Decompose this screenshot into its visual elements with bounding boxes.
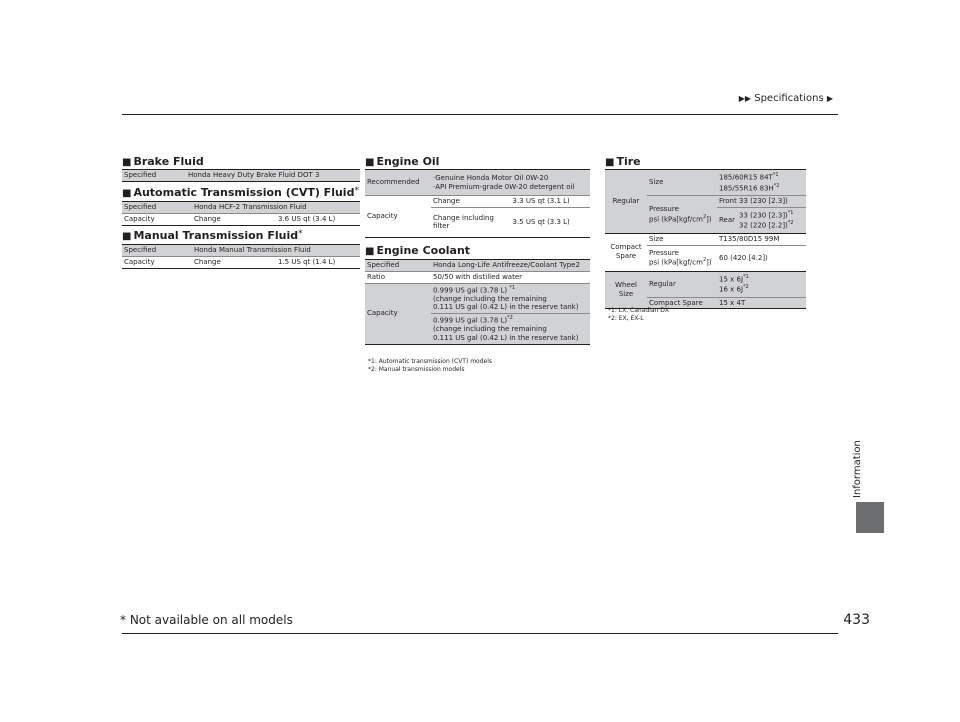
square-bullet-icon: ■ bbox=[365, 246, 375, 257]
footer-rule bbox=[122, 633, 838, 634]
table-row: Regular Size 185/60R15 $84T^{*1}$ 185/55R16 $83H^{*2}$ bbox=[605, 170, 806, 196]
table-row: Pressure psi $(kPa[kgf/cm^2])$ 60 (420 [4.2]) bbox=[605, 245, 806, 271]
table-row: Specified Honda Long-Life Antifreeze/Coolant Type2 bbox=[365, 260, 590, 272]
tire-footnotes: *1: LX, Canadian DX *2: EX, EX-L bbox=[608, 307, 669, 323]
square-bullet-icon: ■ bbox=[122, 188, 132, 199]
table-row: Capacity 0.999 US gal (3.78 L) $^{*1}$ (change including the remaining 0.111 US gal (0.42 L) in the reserve tank) bbox=[365, 283, 590, 314]
table-row: Specified Honda HCF-2 Transmission Fluid bbox=[122, 202, 360, 214]
table-row: Capacity Change 3.6 US qt (3.4 L) bbox=[122, 213, 360, 225]
table-row: Compact Spare Size T135/80D15 99M bbox=[605, 233, 806, 245]
section-title-tire: ■ Tire bbox=[605, 155, 641, 168]
header-rule bbox=[122, 114, 838, 115]
cvt-fluid-table bbox=[122, 201, 360, 226]
table-row: Compact Spare 15 x 4T bbox=[605, 297, 806, 309]
section-title-engine-coolant: ■ Engine Coolant bbox=[365, 244, 471, 257]
side-tab-marker bbox=[856, 502, 884, 533]
square-bullet-icon: ■ bbox=[122, 231, 132, 242]
section-title-brake-fluid: ■ Brake Fluid bbox=[122, 155, 204, 168]
brake-fluid-table bbox=[122, 169, 360, 182]
table-row: Specified Honda Manual Transmission Fluid bbox=[122, 245, 360, 257]
manual-fluid-table bbox=[122, 244, 360, 269]
footer-note: * Not available on all models bbox=[120, 613, 293, 627]
table-row: Capacity Change 1.5 US qt (1.4 L) bbox=[122, 256, 360, 268]
table-row: Pressure psi $(kPa[kgf/cm^2])$ Front 33 (230 [2.3]) bbox=[605, 196, 806, 208]
section-title-manual-fluid: ■ Manual Transmission Fluid* bbox=[122, 229, 303, 242]
section-title-cvt-fluid: ■ Automatic Transmission (CVT) Fluid* bbox=[122, 186, 359, 199]
table-row: Wheel Size Regular 15 x $6J^{*1}$ 16 x $6J^{*2}$ bbox=[605, 271, 806, 297]
table-row: Recommended ·Genuine Honda Motor Oil 0W-20 ·API Premium-grade 0W-20 detergent oil bbox=[365, 170, 590, 196]
breadcrumb-label: Specifications bbox=[754, 93, 824, 104]
triangle-right-icon: ▶ bbox=[826, 94, 833, 103]
square-bullet-icon: ■ bbox=[365, 157, 375, 168]
table-row: Capacity Change 3.3 US qt (3.1 L) bbox=[365, 196, 590, 208]
square-bullet-icon: ■ bbox=[122, 157, 132, 168]
tire-table bbox=[605, 169, 806, 309]
side-label: Information bbox=[852, 440, 863, 498]
page-number: 433 bbox=[843, 612, 870, 628]
triangle-right-icon: ▶▶ bbox=[738, 94, 752, 103]
engine-coolant-footnotes: *1: Automatic transmission (CVT) models *2: Manual transmission models bbox=[368, 358, 493, 374]
table-row: Ratio 50/50 with distilled water bbox=[365, 271, 590, 283]
breadcrumb bbox=[739, 93, 833, 104]
square-bullet-icon: ■ bbox=[605, 157, 615, 168]
table-row: Rear 33 (230 [2.3])$^{*1}$ 32 (220 [2.2])$^{*2}$ bbox=[605, 207, 806, 233]
engine-coolant-table bbox=[365, 259, 590, 345]
table-row: Change including filter 3.5 US qt (3.3 L) bbox=[365, 207, 590, 237]
engine-oil-table bbox=[365, 169, 590, 238]
table-row: 0.999 US gal (3.78 L)$^{*2}$ (change including the remaining 0.111 US gal (0.42 L) in the reserve tank) bbox=[365, 314, 590, 345]
section-title-engine-oil: ■ Engine Oil bbox=[365, 155, 440, 168]
table-row: Specified Honda Heavy Duty Brake Fluid DOT 3 bbox=[122, 170, 360, 182]
